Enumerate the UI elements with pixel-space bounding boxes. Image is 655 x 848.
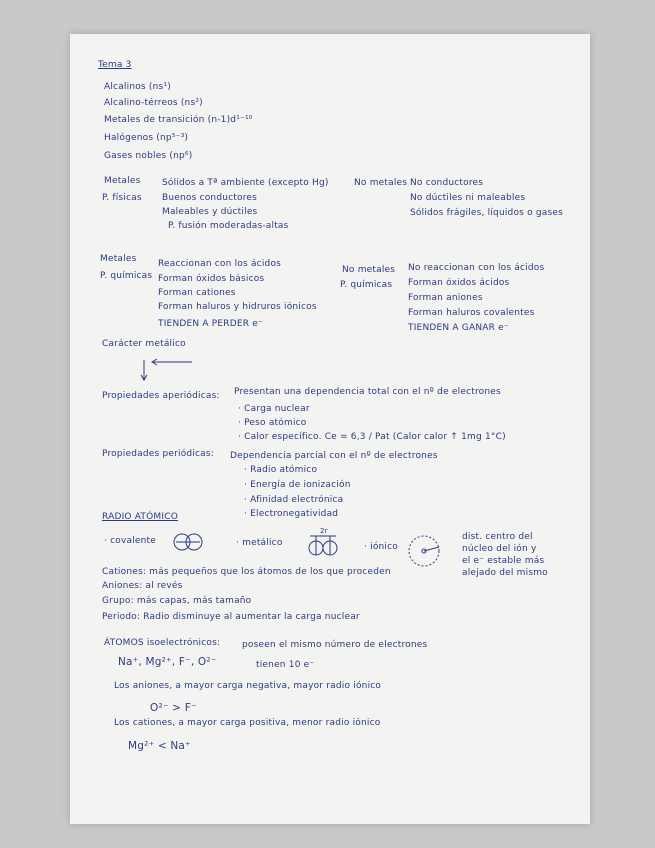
metal-physical-item: Buenos conductores bbox=[162, 193, 258, 203]
group-line: Gases nobles (np⁶) bbox=[104, 151, 193, 161]
metal-chemical-item: Forman óxidos básicos bbox=[158, 274, 265, 284]
metals-label: Metales bbox=[104, 176, 141, 186]
group-line: Metales de transición (n-1)d¹⁻¹⁰ bbox=[104, 115, 253, 125]
ionic-note: dist. centro del bbox=[462, 532, 533, 542]
metal-physical-item: Maleables y dúctiles bbox=[162, 207, 258, 217]
periodic-text: Dependencia parcial con el nº de electrones bbox=[230, 451, 438, 461]
nonmetals-label: No metales bbox=[354, 178, 408, 188]
page-title: Tema 3 bbox=[98, 60, 132, 70]
periodic-item: · Afinidad electrónica bbox=[244, 495, 344, 505]
metallic-radius-label: · metálico bbox=[236, 538, 283, 548]
ionic-radius-icon bbox=[406, 533, 446, 569]
group-line: Alcalinos (ns¹) bbox=[104, 82, 171, 92]
metal-chemical-item: TIENDEN A PERDER e⁻ bbox=[158, 319, 263, 329]
metallic-character-label: Carácter metálico bbox=[102, 339, 186, 349]
anions-rule: Los aniones, a mayor carga negativa, mayor radio iónico bbox=[114, 681, 382, 691]
nonmetal-physical-item: No conductores bbox=[410, 178, 484, 188]
metal-physical-item: Sólidos a Tª ambiente (excepto Hg) bbox=[162, 178, 329, 188]
periodic-item: · Radio atómico bbox=[244, 465, 318, 475]
isoelectronic-ions-note: tienen 10 e⁻ bbox=[256, 660, 315, 670]
aperiodic-item: · Calor específico. Ce = 6,3 / Pat (Calor calor ↑ 1mg 1°C) bbox=[238, 432, 506, 442]
isoelectronic-text: poseen el mismo número de electrones bbox=[242, 640, 428, 650]
cations-rule: Los cationes, a mayor carga positiva, menor radio iónico bbox=[114, 718, 381, 728]
metallic-radius-icon bbox=[306, 527, 346, 561]
group-line: Halógenos (np⁵⁻³) bbox=[104, 133, 189, 143]
nonmetal-chemical-item: Forman aniones bbox=[408, 293, 483, 303]
periodic-label: Propiedades periódicas: bbox=[102, 449, 215, 459]
ionic-note: núcleo del ión y bbox=[462, 544, 537, 554]
aperiodic-text: Presentan una dependencia total con el nº de electrones bbox=[234, 387, 501, 397]
chemical-prop-label: P. químicas bbox=[100, 271, 153, 281]
anions-example: O²⁻ > F⁻ bbox=[150, 702, 197, 714]
radius-line: Grupo: más capas, más tamaño bbox=[102, 596, 252, 606]
radius-line: Cationes: más pequeños que los átomos de los que proceden bbox=[102, 567, 391, 577]
trend-arrows bbox=[130, 352, 200, 382]
radius-line: Periodo: Radio disminuye al aumentar la carga nuclear bbox=[102, 612, 360, 622]
isoelectronic-label: ÁTOMOS isoelectrónicos: bbox=[104, 638, 221, 648]
ionic-note: el e⁻ estable más bbox=[462, 556, 545, 566]
atomic-radius-title: RADIO ATÓMICO bbox=[102, 512, 179, 522]
nonmetal-physical-item: No dúctiles ni maleables bbox=[410, 193, 526, 203]
aperiodic-label: Propiedades aperiódicas: bbox=[102, 391, 220, 401]
metal-chemical-item: Forman cationes bbox=[158, 288, 236, 298]
radius-line: Aniones: al revés bbox=[102, 581, 183, 591]
aperiodic-item: · Carga nuclear bbox=[238, 404, 310, 414]
nonmetals-label: No metales bbox=[342, 265, 396, 275]
nonmetal-chemical-item: No reaccionan con los ácidos bbox=[408, 263, 545, 273]
metal-physical-item: P. fusión moderadas-altas bbox=[168, 221, 289, 231]
metals-label: Metales bbox=[100, 254, 137, 264]
chemical-prop-label: P. químicas bbox=[340, 280, 393, 290]
notebook-page bbox=[70, 34, 590, 824]
cations-example: Mg²⁺ < Na⁺ bbox=[128, 740, 191, 752]
two-r-label: 2r bbox=[320, 527, 328, 535]
covalent-label: · covalente bbox=[104, 536, 157, 546]
covalent-radius-icon bbox=[170, 531, 210, 553]
nonmetal-chemical-item: Forman óxidos ácidos bbox=[408, 278, 510, 288]
group-line: Alcalino-térreos (ns²) bbox=[104, 98, 203, 108]
physical-prop-label: P. físicas bbox=[102, 193, 142, 203]
ionic-note: alejado del mismo bbox=[462, 568, 548, 578]
periodic-item: · Electronegatividad bbox=[244, 509, 339, 519]
aperiodic-item: · Peso atómico bbox=[238, 418, 307, 428]
metal-chemical-item: Forman haluros y hidruros iónicos bbox=[158, 302, 317, 312]
nonmetal-physical-item: Sólidos frágiles, líquidos o gases bbox=[410, 208, 564, 218]
periodic-item: · Energía de ionización bbox=[244, 480, 351, 490]
metal-chemical-item: Reaccionan con los ácidos bbox=[158, 259, 282, 269]
nonmetal-chemical-item: TIENDEN A GANAR e⁻ bbox=[408, 323, 509, 333]
nonmetal-chemical-item: Forman haluros covalentes bbox=[408, 308, 535, 318]
ionic-radius-label: · iónico bbox=[364, 542, 398, 552]
isoelectronic-ions: Na⁺, Mg²⁺, F⁻, O²⁻ bbox=[118, 656, 217, 668]
